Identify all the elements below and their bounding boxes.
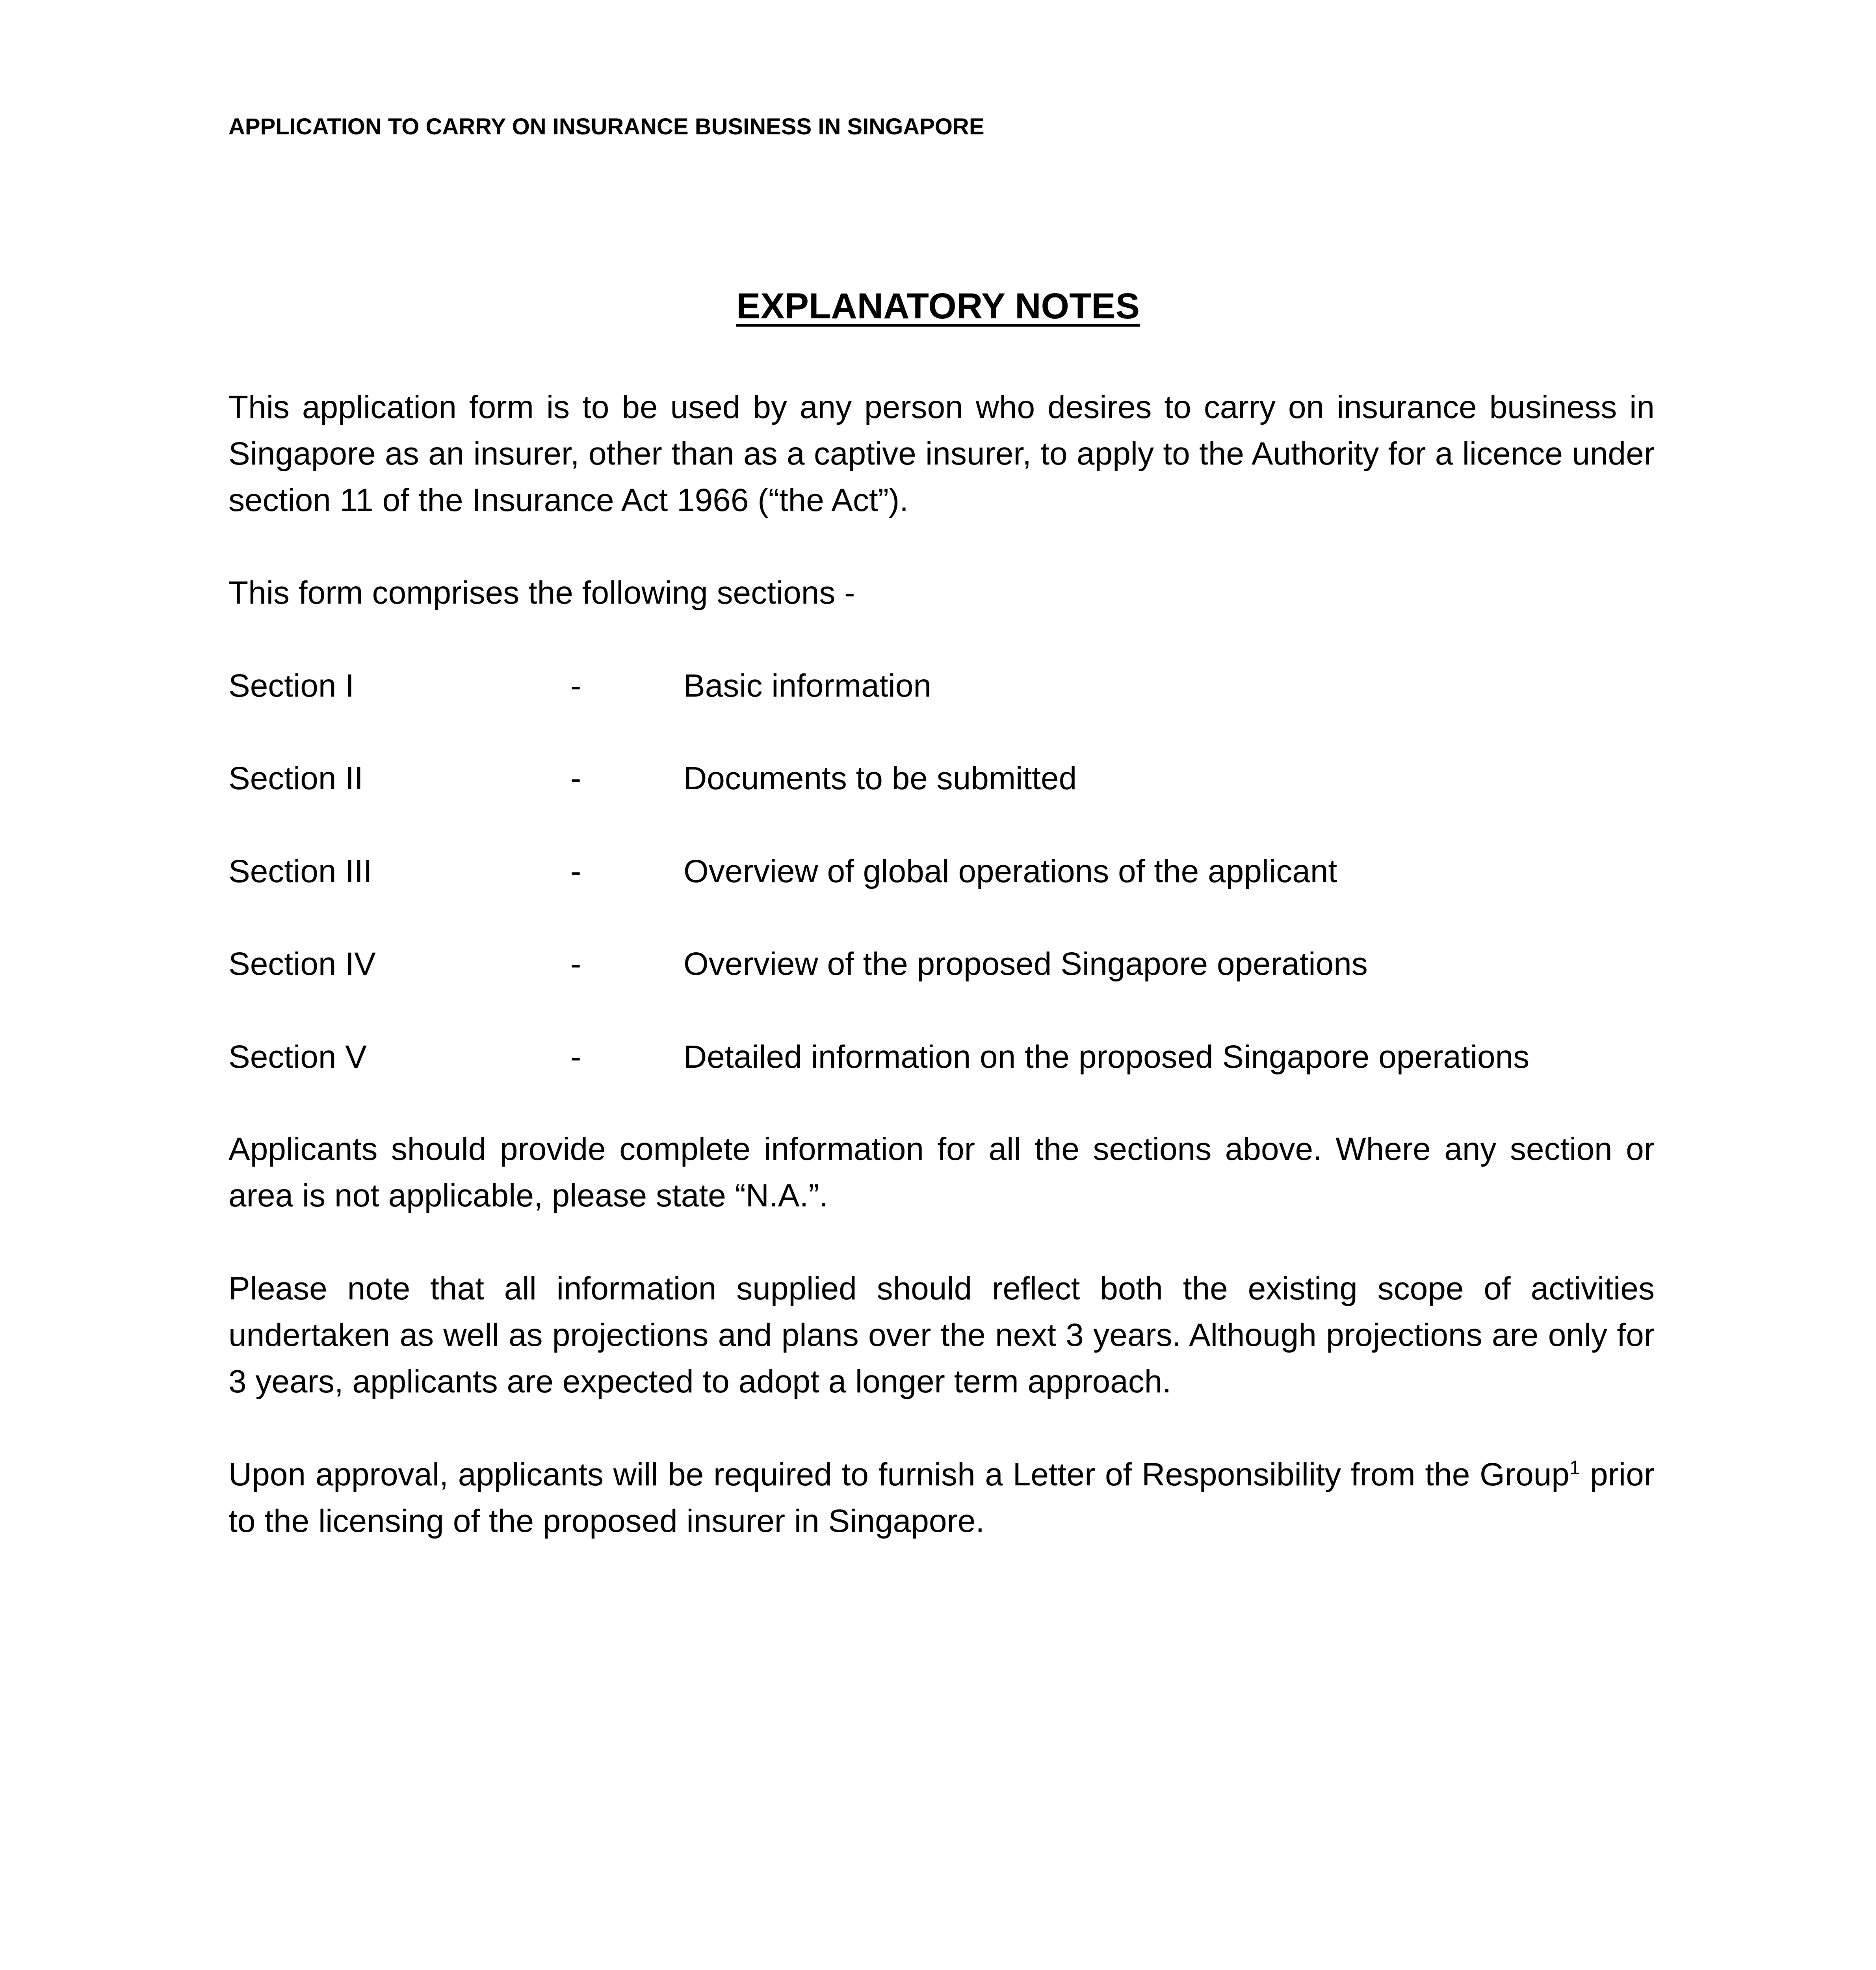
section-row xyxy=(228,941,1655,987)
section-dash: - xyxy=(570,946,581,982)
section-name: Section III xyxy=(228,853,372,889)
section-dash: - xyxy=(570,1039,581,1075)
section-row xyxy=(228,663,1655,709)
running-header: APPLICATION TO CARRY ON INSURANCE BUSINESS IN SINGAPORE xyxy=(228,114,984,139)
section-description: Overview of global operations of the applicant xyxy=(684,853,1337,889)
section-dash: - xyxy=(570,760,581,796)
section-description: Overview of the proposed Singapore operations xyxy=(684,946,1368,982)
sections-intro: This form comprises the following sections - xyxy=(228,575,855,611)
section-name: Section V xyxy=(228,1039,367,1075)
footnote-reference: 1 xyxy=(1569,1457,1581,1479)
section-name: Section II xyxy=(228,760,363,796)
section-name: Section I xyxy=(228,668,355,704)
section-description: Basic information xyxy=(684,668,931,704)
approval-text: Upon approval, applicants will be required to furnish a Letter of Responsibility from the Group xyxy=(228,1457,1570,1492)
section-row xyxy=(228,848,1655,895)
projections-paragraph: Please note that all information supplied should reflect both the existing scope of activities undertaken as well as projections and plans over the next 3 years. Although projections are only for 3 years, applicants are expected to adopt a longer term approach. xyxy=(228,1271,1655,1399)
complete-info-paragraph: Applicants should provide complete information for all the sections above. Where any section or area is not applicable, please state “N.A.”. xyxy=(228,1131,1655,1214)
section-name: Section IV xyxy=(228,946,376,982)
approval-paragraph xyxy=(228,1451,1655,1544)
page-title: EXPLANATORY NOTES xyxy=(736,286,1140,326)
section-description: Documents to be submitted xyxy=(684,760,1077,796)
approval-text-continued: prior to the licensing of the proposed insurer in Singapore. xyxy=(228,1457,1655,1539)
section-dash: - xyxy=(570,853,581,889)
section-row xyxy=(228,755,1655,802)
section-row xyxy=(228,1034,1655,1080)
section-description: Detailed information on the proposed Singapore operations xyxy=(684,1039,1530,1075)
intro-paragraph: This application form is to be used by any person who desires to carry on insurance business in Singapore as an insurer, other than as a captive insurer, to apply to the Authority for a licence under section 11 of the Insurance Act 1966 (“the Act”). xyxy=(228,389,1655,518)
section-dash: - xyxy=(570,668,581,704)
